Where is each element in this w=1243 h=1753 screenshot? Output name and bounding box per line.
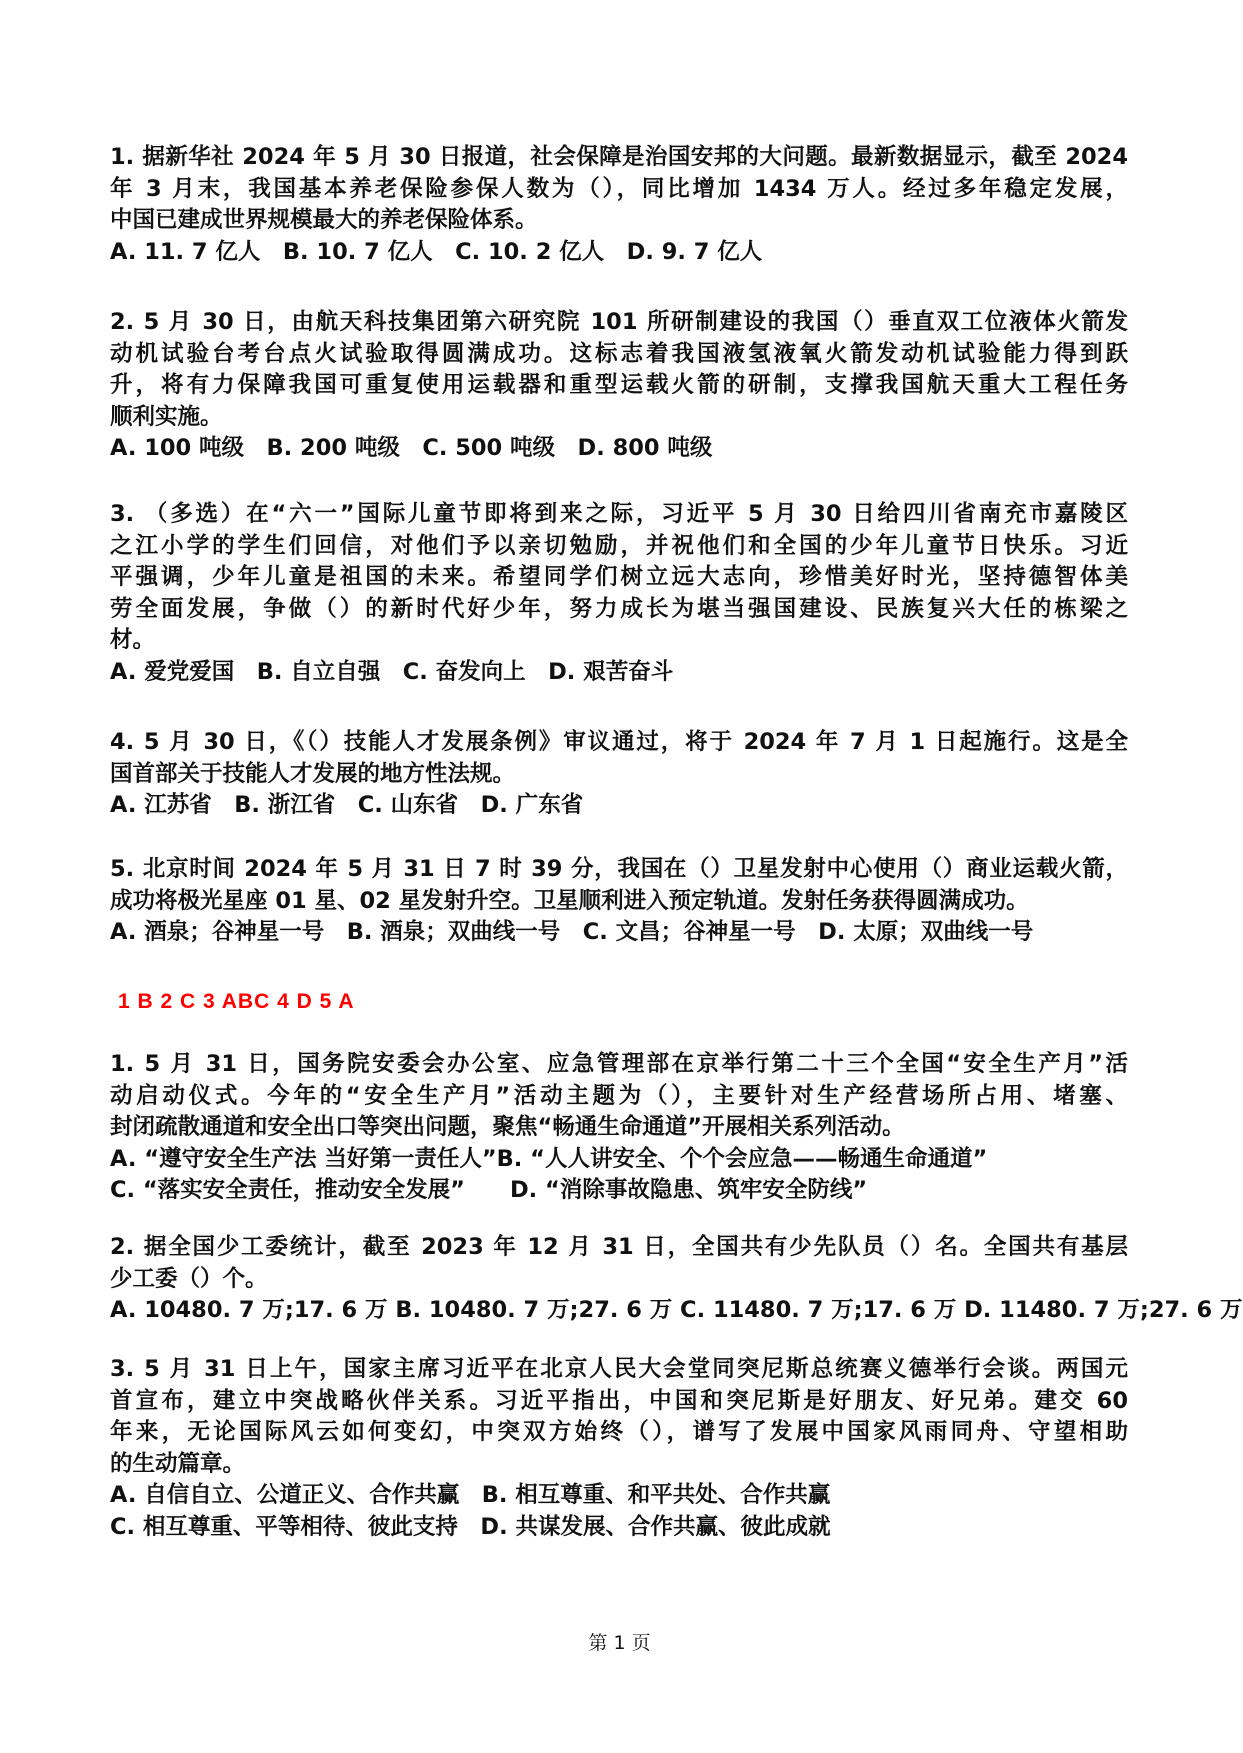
answer-options: A. 11. 7 亿人 B. 10. 7 亿人 C. 10. 2 亿人 D. 9. 7 亿人 — [110, 238, 763, 265]
question-text-line: 5. 北京时间 2024 年 5 月 31 日 7 时 39 分，我国在（）卫星发射中心使用（）商业运载火箭， — [110, 856, 1128, 882]
question-text-line: 4. 5 月 30 日，《（）技能人才发展条例》审议通过，将于 2024 年 7 月 1 日起施行。这是全 — [110, 729, 1128, 755]
question-text-line: 之江小学的学生们回信，对他们予以亲切勉励，并祝他们和全国的少年儿童节日快乐。习近 — [110, 532, 1128, 559]
question-text-line: 封闭疏散通道和安全出口等突出问题，聚焦“畅通生命通道”开展相关系列活动。 — [110, 1114, 905, 1140]
question-text-line: 国首部关于技能人才发展的地方性法规。 — [110, 760, 516, 787]
set1-question-3 — [110, 499, 1128, 688]
question-text-line: 3. 5 月 31 日上午，国家主席习近平在北京人民大会堂同突尼斯总统赛义德举行会谈。两国元 — [110, 1356, 1128, 1382]
answer-options: A. 100 吨级 B. 200 吨级 C. 500 吨级 D. 800 吨级 — [110, 435, 713, 461]
answer-options: A. 爱党爱国 B. 自立自强 C. 奋发向上 D. 艰苦奋斗 — [110, 658, 674, 685]
answer-key: 1 B 2 C 3 ABC 4 D 5 A — [118, 990, 355, 1013]
question-text-line: 2. 5 月 30 日，由航天科技集团第六研究院 101 所研制建设的我国（）垂直双工位液体火箭发 — [110, 309, 1128, 335]
answer-options: A. “遵守安全生产法 当好第一责任人”B. “人人讲安全、个个会应急——畅通生命通道” — [110, 1145, 988, 1172]
answer-options: A. 酒泉；谷神星一号 B. 酒泉；双曲线一号 C. 文昌；谷神星一号 D. 太原；双曲线一号 — [110, 919, 1034, 945]
answer-options: A. 江苏省 B. 浙江省 C. 山东省 D. 广东省 — [110, 792, 584, 818]
set2-question-2 — [110, 1232, 1243, 1327]
question-text-line: 材。 — [110, 627, 156, 653]
answer-options: C. 相互尊重、平等相待、彼此支持 D. 共谋发展、合作共赢、彼此成就 — [110, 1513, 831, 1540]
page-number: 第 1 页 — [588, 1632, 651, 1654]
set1-question-5 — [110, 854, 1128, 949]
question-text-line: 平强调，少年儿童是祖国的未来。希望同学们树立远大志向，珍惜美好时光，坚持德智体美 — [110, 564, 1128, 590]
question-text-line: 动机试验台考台点火试验取得圆满成功。这标志着我国液氢液氧火箭发动机试验能力得到跃 — [110, 340, 1128, 367]
question-text-line: 1. 5 月 31 日，国务院安委会办公室、应急管理部在京举行第二十三个全国“安全生产月”活 — [110, 1051, 1128, 1077]
answer-options: A. 自信自立、公道正义、合作共赢 B. 相互尊重、和平共处、合作共赢 — [110, 1482, 831, 1508]
question-text-line: 3. （多选）在“六一”国际儿童节即将到来之际，习近平 5 月 30 日给四川省南充市嘉陵区 — [110, 501, 1128, 527]
question-text-line: 顺利实施。 — [110, 403, 223, 430]
question-text-line: 2. 据全国少工委统计，截至 2023 年 12 月 31 日，全国共有少先队员（）名。全国共有基层 — [110, 1234, 1128, 1260]
question-text-line: 少工委（）个。 — [110, 1265, 268, 1292]
question-text-line: 1. 据新华社 2024 年 5 月 30 日报道，社会保障是治国安邦的大问题。最新数据显示，截至 2024 — [110, 144, 1128, 170]
set1-question-2 — [110, 307, 1128, 465]
set2-question-1 — [110, 1049, 1128, 1207]
answer-options: C. “落实安全责任，推动安全发展” D. “消除事故隐患、筑牢安全防线” — [110, 1177, 868, 1203]
answer-options: A. 10480. 7 万;17. 6 万 B. 10480. 7 万;27. 6 万 C. 11480. 7 万;17. 6 万 D. 11480. 7 万;27. 6 万 — [110, 1297, 1243, 1323]
question-text-line: 年来，无论国际风云如何变幻，中突双方始终（），谱写了发展中国家风雨同舟、守望相助 — [110, 1419, 1128, 1445]
question-text-line: 动启动仪式。今年的“安全生产月”活动主题为（），主要针对生产经营场所占用、堵塞、 — [110, 1082, 1128, 1109]
question-text-line: 劳全面发展，争做（）的新时代好少年，努力成长为堪当强国建设、民族复兴大任的栋梁之 — [110, 595, 1128, 622]
question-text-line: 首宣布，建立中突战略伙伴关系。习近平指出，中国和突尼斯是好朋友、好兄弟。建交 60 — [110, 1387, 1128, 1414]
set2-question-3 — [110, 1354, 1128, 1543]
question-text-line: 中国已建成世界规模最大的养老保险体系。 — [110, 207, 538, 233]
set1-question-1 — [110, 142, 1128, 268]
question-text-line: 成功将极光星座 01 星、02 星发射升空。卫星顺利进入预定轨道。发射任务获得圆满成功。 — [110, 887, 1029, 914]
question-text-line: 年 3 月末，我国基本养老保险参保人数为（），同比增加 1434 万人。经过多年稳定发展， — [110, 175, 1128, 202]
set1-question-4 — [110, 727, 1128, 822]
question-text-line: 升，将有力保障我国可重复使用运载器和重型运载火箭的研制，支撑我国航天重大工程任务 — [110, 372, 1128, 398]
question-text-line: 的生动篇章。 — [110, 1450, 246, 1477]
